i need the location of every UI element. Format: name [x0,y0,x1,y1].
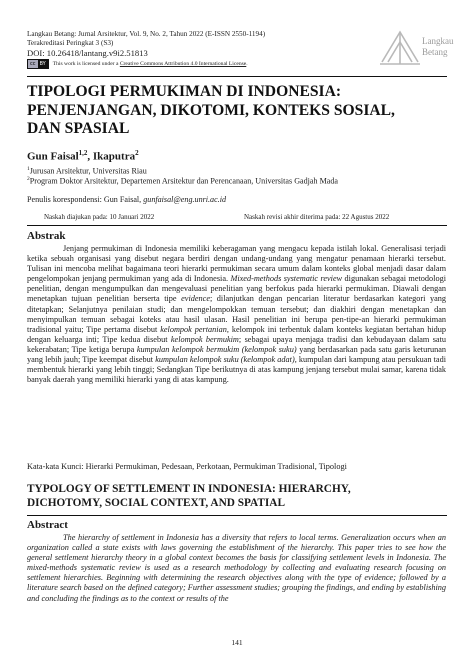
author-affiliation-mark: 2 [135,149,139,157]
author-name: Ikaputra [92,150,136,163]
abstrak-heading: Abstrak [27,230,66,242]
title-line: DAN SPASIAL [27,120,130,137]
section-divider [27,225,447,226]
title-line: PENJENJANGAN, DIKOTOMI, KONTEKS SOSIAL, [27,101,395,119]
logo-text-1: Langkau [422,36,454,46]
english-title-line: TYPOLOGY OF SETTLEMENT IN INDONESIA: HIERARCHY, [27,483,351,495]
english-title [27,483,447,510]
cc-by-license-icon[interactable]: cc BY [27,59,49,69]
accreditation-text: Terakreditasi Peringkat 3 (S3) [27,39,114,47]
title-line: TIPOLOGI PERMUKIMAN DI INDONESIA: [27,83,342,100]
page-number: 141 [231,638,243,647]
logo-text-2: Betang [422,47,448,57]
journal-header [27,30,367,69]
journal-citation: Langkau Betang: Jurnal Arsitektur, Vol. 9, No. 2, Tahun 2022 (E-ISSN 2550-1194) [27,30,266,38]
english-title-line: DICHOTOMY, SOCIAL CONTEXT, AND SPATIAL [27,496,285,509]
abstract-body [27,533,446,604]
license-row [27,59,367,69]
abstract-heading: Abstract [27,519,68,531]
langkau-betang-logo [378,24,456,70]
submitted-date: Naskah diajukan pada: 10 Januari 2022 [44,213,155,221]
abstrak-paragraph: Jenjang permukiman di Indonesia memiliki keberagaman yang mengacu kepada istilah lokal. Generalisasi terjadi ketika sebuah organisasi yang disebut negara berdiri dengan undang-undang yang mengatur penamaan hierarki tersebut. Tulisan ini mencoba melihat bagaimana teori hierarki permukiman secara umum dalam konteks global menjadi dasar dalam pengelompokan jenjang permukiman yang ada di Indonesia. Mixed-methods systematic review digunakan sebagai metodologi penelitian, dengan mengumpulkan dan mengevaluasi penelitian yang berfokus pada hierarki permukiman. Diawali dengan menetapkan tujuan penelitian berserta tipe evidence; dilanjutkan dengan pencarian literatur berdasarkan kategori yang ditetapkan; Selanjutnya penilaian studi; dan mengelompokkan temuan tersebut; dan diakhiri dengan menetapkan dan menyimpulkan temuan sebagai koteks atau hasil ulasan. Hasil penelitian ini berupa pen-tipe-an hierarki permukiman tradisional yaitu; Tipe pertama disebut kelompok pertanian, kelompok ini terbentuk dalam konteks kegiatan bertahan hidup dengan keluarga inti; Tipe kedua disebut kelompok bermukim; sebagai upaya menjaga tradisi dan kebudayaan dalam satu kekerabatan; Tipe ketiga berupa kumpulan kelompok bermukim (kelompok suku) yang berdasarkan pada satu garis keturunan yang lebih jauh; Tipe keempat disebut kumpulan kelompok suku (kelompok adat), kumpulan dari kampung atau persukuan tadi membentuk hierarki yang lebih tinggi; Sedangkan Tipe berikutnya di atas kampung jenjang tersebut mulai samar, karena tidak banyak daerah yang memiliki hierarki yang di atas kampung. [27,244,447,385]
section-divider [27,515,447,516]
corresponding-author: Penulis korespondensi: Gun Faisal, gunfaisal@eng.unri.ac.id [27,195,226,204]
keywords: Kata-kata Kunci: Hierarki Permukiman, Pedesaan, Perkotaan, Permukiman Tradisional, Tipologi [27,462,347,471]
license-statement: This work is licensed under a Creative Commons Attribution 4.0 International License. [52,60,248,67]
license-link[interactable]: Creative Commons Attribution 4.0 International License [119,60,247,67]
affiliation-2: $^2$Program Doktor Arsitektur, Departemen Arsitektur dan Perencanaan, Universitas Gadjah Mada [27,176,339,186]
abstract-paragraph: The hierarchy of settlement in Indonesia has a diversity that refers to local terms. Generalization occurs when an organization called a state exists with laws governing the establishment of the hierarchy. This paper tries to see how the general settlement hierarchy theory in a global context becomes the basis for classifying settlement levels in Indonesia. The mixed-methods systematic review is used as a research methodology by collecting and evaluating research focusing on settlement hierarchies. Beginning with determining the research objectives along with the type of evidence; followed by a literature search based on the defined category; Further assessment studies; grouping the findings, and ending by establishing and concluding the findings as to the context or results of the [27,533,446,603]
paper-title [27,83,457,139]
author-email[interactable]: gunfaisal@eng.unri.ac.id [143,195,226,204]
author-name: Gun Faisal [27,150,79,163]
author-list: Gun Faisal$^{1,2}$, Ikaputra$^2$ [27,149,139,163]
doi-text: DOI: 10.26418/lantang.v9i2.51813 [27,48,148,58]
affiliation-1: $^1$Jurusan Arsitektur, Universitas Riau [27,166,147,176]
header-divider [27,76,447,77]
abstrak-body [27,244,446,385]
author-affiliation-mark: 1,2 [78,149,88,157]
revised-date: Naskah revisi akhir diterima pada: 22 Agustus 2022 [244,213,390,221]
